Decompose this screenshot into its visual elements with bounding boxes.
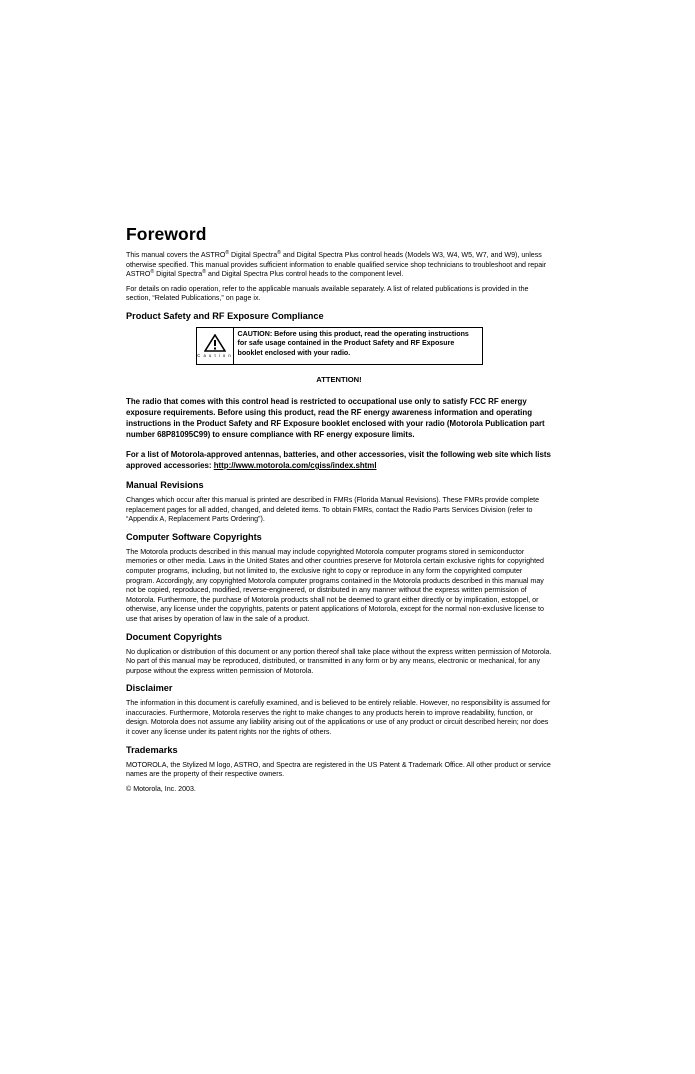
caution-icon-cell	[197, 328, 234, 364]
accessories-paragraph	[126, 449, 552, 471]
registered-mark: ®	[225, 250, 230, 256]
page-title: Foreword	[126, 224, 207, 244]
rf-exposure-paragraph: The radio that comes with this control head is restricted to occupational use only to satisfy FCC RF energy exposure requirements. Before using this product, read the RF energy awareness information and operating instructions in the Product Safety and RF Exposure booklet enclosed with your radio (Motorola Publication part number 68P81095C99) to ensure compliance with RF energy exposure limits.	[126, 396, 545, 439]
registered-mark: ®	[277, 250, 281, 256]
registered-mark: ®	[150, 269, 155, 276]
accessories-link[interactable]: http://www.motorola.com/cgiss/index.shtml	[213, 460, 377, 470]
foreword-text-a: This manual covers the ASTRO	[126, 251, 226, 259]
document-copyrights-text: No duplication or distribution of this document or any portion thereof shall take place without the express written permission of Motorola. No part of this manual may be reproduced, distributed, or transmitted in any form or by any means, electronic or mechanical, for any purpose without the express written permission of Motorola.	[126, 647, 552, 675]
manual-revisions-text: Changes which occur after this manual is printed are described in FMRs (Florida Manual Revisions). These FMRs provide complete replacement pages for all added, changed, and deleted items. To obtain FMRs, contact the Radio Parts Services Division (refer to “Appendix A, Replacement Parts Ordering”).	[126, 495, 540, 524]
registered-mark: ®	[202, 269, 206, 276]
caution-warning-icon	[204, 334, 226, 352]
foreword-text-b: Digital Spectra	[229, 251, 278, 259]
attention-heading: ATTENTION!	[316, 374, 362, 384]
caution-box	[196, 327, 483, 365]
software-copyrights-text: The Motorola products described in this manual may include copyrighted Motorola computer programs stored in semiconductor memories or other media. Laws in the United States and other countries preserve for Motorola certain exclusive rights for copyrighted computer programs, including, but not limited to, the exclusive right to copy or reproduce in any form the copyrighted computer program. Accordingly, any copyrighted Motorola computer programs contained in the Motorola products described in this manual may not be copied, reproduced, modified, reverse-engineered, or distributed in any manner without the express written permission of Motorola. Furthermore, the purchase of Motorola products shall not be deemed to grant either directly or by implication, estoppel, or otherwise, any license under the copyrights, patents or patent applications of Motorola, except for the normal non-exclusive license to use that arises by operation of law in the sale of a product.	[126, 547, 544, 623]
section-heading-trademarks: Trademarks	[126, 744, 178, 755]
foreword-paragraph-2: For details on radio operation, refer to the applicable manuals available separately. A list of related publications is provided in the section, “Related Publications,” on page ix.	[126, 284, 529, 303]
foreword-text-e: and Digital Spectra Plus control heads to the component level.	[205, 270, 404, 279]
section-heading-document-copyrights: Document Copyrights	[126, 631, 222, 642]
caution-label: C a u t i o n	[197, 352, 232, 358]
section-heading-software-copyrights: Computer Software Copyrights	[126, 531, 262, 542]
section-heading-manual-revisions: Manual Revisions	[126, 479, 204, 490]
accessories-text: For a list of Motorola-approved antennas, batteries, and other accessories, visit the following web site which lists approved accessories:	[126, 449, 551, 470]
foreword-text-d: Digital Spectra	[154, 270, 203, 279]
section-heading-disclaimer: Disclaimer	[126, 683, 173, 694]
section-heading-safety: Product Safety and RF Exposure Compliance	[126, 310, 324, 321]
document-page	[126, 224, 552, 799]
copyright-notice: © Motorola, Inc. 2003.	[126, 784, 196, 793]
caution-text: CAUTION: Before using this product, read the operating instructions for safe usage contained in the Product Safety and RF Exposure booklet enclosed with your radio.	[237, 329, 469, 357]
foreword-text-c: and Digital Spectra Plus control heads (Models W3, W4, W5, W7, and W9), unless otherwise specified. This manual provides sufficient information to enable qualified service shop technicians to troubleshoot and repair ASTRO	[126, 251, 547, 279]
disclaimer-text: The information in this document is carefully examined, and is believed to be entirely reliable. However, no responsibility is assumed for inaccuracies. Furthermore, Motorola reserves the right to make changes to any products herein to improve readability, function, or design. Motorola does not assume any liability arising out of the applications or use of any product or circuit described herein; nor does it cover any license under its patent rights nor the rights of others.	[126, 699, 551, 737]
trademarks-text: MOTOROLA, the Stylized M logo, ASTRO, and Spectra are registered in the US Patent & Trademark Office. All other product or service names are the property of their respective owners.	[126, 760, 551, 779]
foreword-paragraph-1	[126, 251, 552, 280]
